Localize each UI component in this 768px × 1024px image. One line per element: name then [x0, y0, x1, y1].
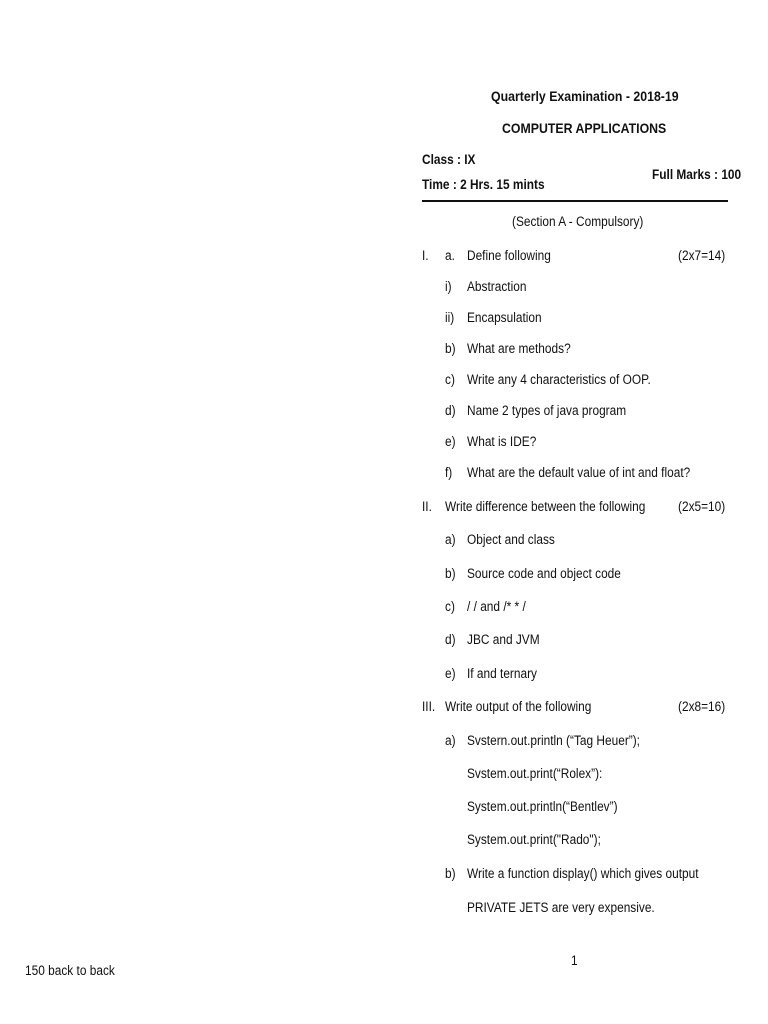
question-item-text: Source code and object code	[467, 566, 621, 581]
question-item-label: b)	[445, 866, 456, 881]
question-text: Define following	[467, 248, 551, 263]
page-number: 1	[571, 953, 578, 968]
footer-note: 150 back to back	[25, 963, 115, 978]
question-item-label: d)	[445, 403, 456, 418]
code-line: System.out.println(“Bentlev”)	[467, 799, 618, 814]
header-divider	[422, 200, 728, 202]
question-item-text: What are the default value of int and float?	[467, 465, 691, 480]
question-number: II.	[422, 499, 432, 514]
time-label: Time : 2 Hrs. 15 mints	[422, 177, 545, 192]
question-item-label: a)	[445, 733, 456, 748]
question-text: Write difference between the following	[445, 499, 646, 514]
code-line: Svstern.out.println (“Tag Heuer”);	[467, 733, 640, 748]
code-line: Svstem.out.print(“Rolex”):	[467, 766, 603, 781]
question-marks: (2x7=14)	[678, 248, 726, 263]
question-item-text: Write any 4 characteristics of OOP.	[467, 372, 651, 387]
question-item-label: f)	[445, 465, 453, 480]
class-label: Class : IX	[422, 152, 476, 167]
question-item-text: Name 2 types of java program	[467, 403, 627, 418]
question-item-label: ii)	[445, 310, 455, 325]
question-item-text: JBC and JVM	[467, 632, 540, 647]
question-item-label: a)	[445, 532, 456, 547]
question-text: Write output of the following	[445, 699, 592, 714]
question-number: III.	[422, 699, 436, 714]
question-item-text: If and ternary	[467, 666, 538, 681]
question-item-text: Object and class	[467, 532, 555, 547]
subject-title: COMPUTER APPLICATIONS	[502, 120, 667, 136]
question-item-label: a.	[445, 248, 455, 263]
question-item-text: What is IDE?	[467, 434, 537, 449]
question-item-text: Encapsulation	[467, 310, 542, 325]
question-number: I.	[422, 248, 429, 263]
question-item-text: What are methods?	[467, 341, 571, 356]
question-item-text: / / and /* * /	[467, 599, 526, 614]
question-item-label: e)	[445, 434, 456, 449]
question-item-text: Abstraction	[467, 279, 527, 294]
code-line: System.out.print("Rado");	[467, 832, 601, 847]
question-item-label: e)	[445, 666, 456, 681]
question-item-label: b)	[445, 566, 456, 581]
section-heading: (Section A - Compulsory)	[512, 214, 644, 229]
question-marks: (2x8=16)	[678, 699, 726, 714]
question-item-label: i)	[445, 279, 452, 294]
full-marks-label: Full Marks : 100	[652, 167, 742, 182]
question-marks: (2x5=10)	[678, 499, 726, 514]
question-item-label: c)	[445, 372, 455, 387]
question-item-label: c)	[445, 599, 455, 614]
question-item-text: PRIVATE JETS are very expensive.	[467, 900, 655, 915]
question-item-label: b)	[445, 341, 456, 356]
question-item-text: Write a function display() which gives output	[467, 866, 699, 881]
question-item-label: d)	[445, 632, 456, 647]
exam-title: Quarterly Examination - 2018-19	[491, 88, 679, 104]
